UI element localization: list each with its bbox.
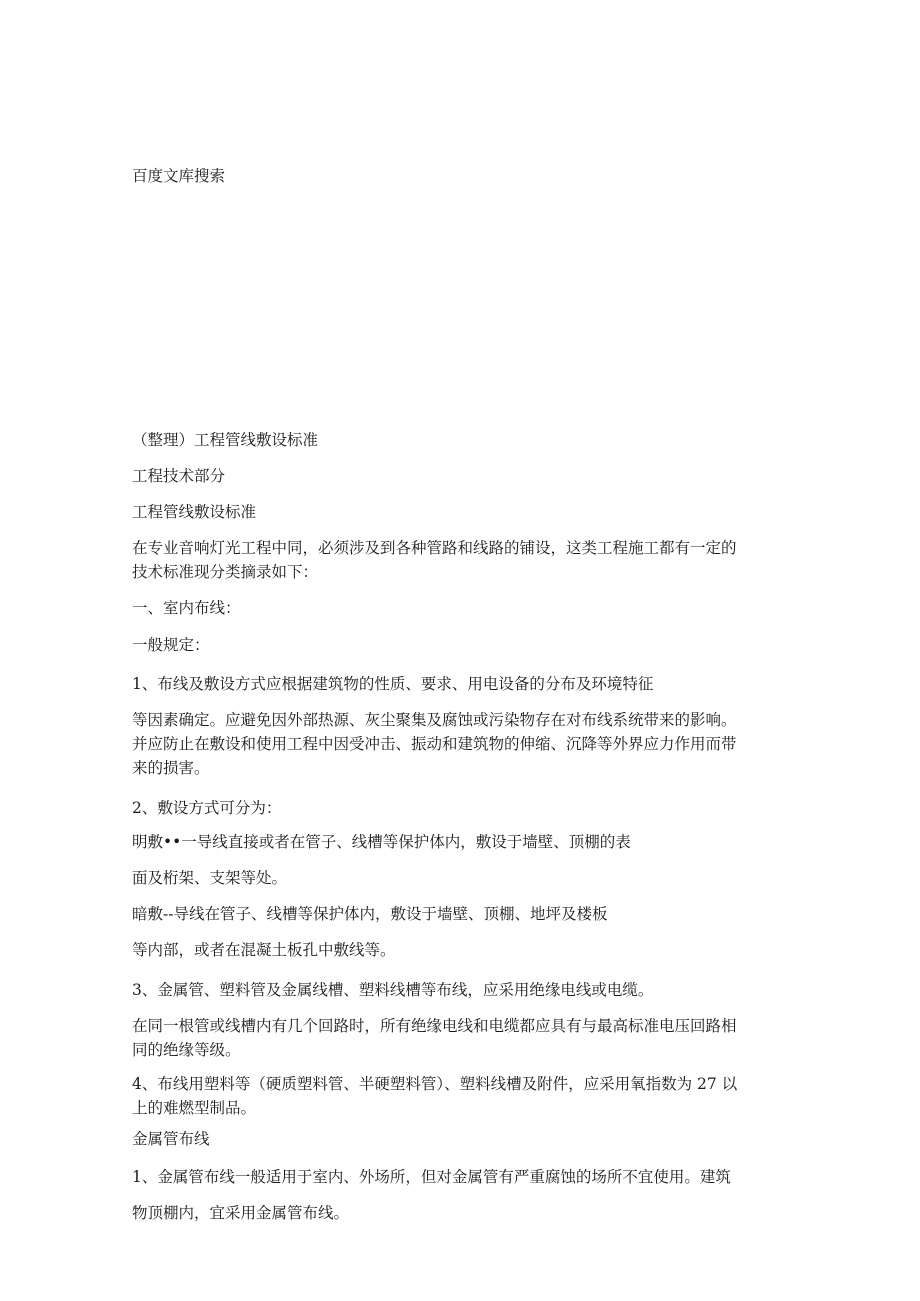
section-label: 工程技术部分 (132, 467, 226, 485)
concealed-laying-text: 暗敷--导线在管子、线槽等保护体内，敷设于墙壁、顶棚、地坪及楼板 (132, 905, 608, 923)
rule-item-1: 1、布线及敷设方式应根据建筑物的性质、要求、用电设备的分布及环境特征 (132, 675, 654, 693)
concealed-laying-continued: 等内部，或者在混凝土板孔中敷线等。 (132, 941, 396, 959)
rule-item-4: 4、布线用塑料等（硬质塑料管、半硬塑料管）、塑料线槽及附件，应采用氧指数为 27 以 上的难燃型制品。 (132, 1075, 738, 1117)
metal-item-1: 1、金属管布线一般适用于室内、外场所，但对金属管有严重腐蚀的场所不宜使用。建筑 (132, 1168, 731, 1186)
heading-indoor-wiring: 一、室内布线： (132, 599, 241, 617)
header-text: 百度文库搜索 (132, 167, 226, 185)
intro-paragraph: 在专业音响灯光工程中同，必须涉及到各种管路和线路的铺设，这类工程施工都有一定的 技术标准现分类摘录如下： (132, 539, 737, 581)
rule-item-2: 2、敷设方式可分为： (132, 799, 282, 817)
document-title: （整理）工程管线敷设标准 (132, 431, 319, 449)
metal-conduit-heading: 金属管布线 (132, 1130, 210, 1148)
rule-item-3-continued: 在同一根管或线槽内有几个回路时，所有绝缘电线和电缆都应具有与最高标准电压回路相 同的绝缘等级。 (132, 1017, 737, 1059)
rule-item-3: 3、金属管、塑料管及金属线槽、塑料线槽等布线，应采用绝缘电线或电缆。 (132, 981, 654, 999)
open-laying-continued: 面及桁架、支架等处。 (132, 869, 288, 887)
metal-item-1-continued: 物顶棚内，宜采用金属管布线。 (132, 1204, 350, 1222)
document-subtitle: 工程管线敷设标准 (132, 503, 257, 521)
general-rules-label: 一般规定： (132, 636, 210, 654)
rule-item-1-continued: 等因素确定。应避免因外部热源、灰尘聚集及腐蚀或污染物存在对布线系统带来的影响。 并应防止在敷设和使用工程中因受冲击、振动和建筑物的伸缩、沉降等外界应力作用而带 来的损害。 (132, 711, 737, 777)
open-laying-text: 明敷••一导线直接或者在管子、线槽等保护体内，敷设于墙壁、顶棚的表 (132, 833, 631, 851)
